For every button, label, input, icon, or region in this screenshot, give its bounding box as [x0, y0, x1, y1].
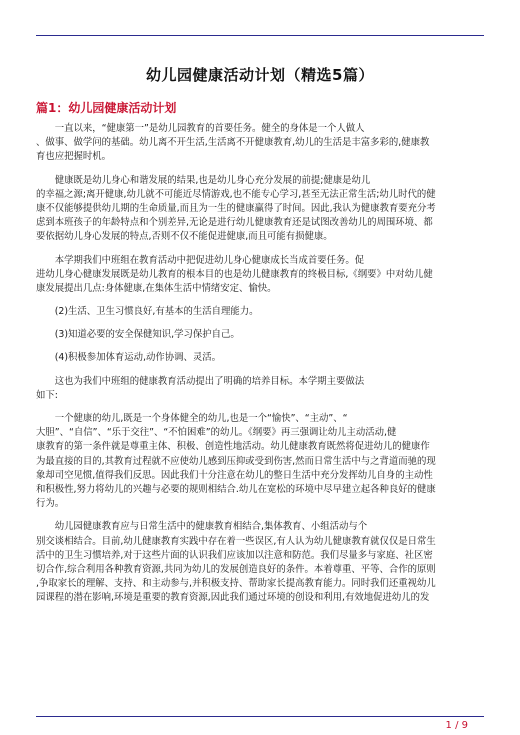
paragraph-line: 和积极性,努力将幼儿的兴趣与必要的规则相结合.幼儿在宽松的环境中尽早建立起各种良好的健康 [36, 483, 436, 495]
paragraph-line: 幼儿园健康教育应与日常生活中的健康教育相结合,集体教育、小组活动与个 [36, 521, 368, 533]
paragraph [36, 174, 485, 245]
paragraph-line: 、做事、做学问的基础。幼儿离不开生活,生活离不开健康教育,幼儿的生活是丰富多彩的,健康教 [36, 137, 430, 149]
paragraph-line: 园课程的潜在影响,环境是重要的教育资源,因此我们通过环境的创设和利用,有效地促进幼儿的发 [36, 592, 430, 604]
paragraph-gap [36, 342, 485, 351]
paragraph-line: 要依据幼儿身心发展的特点,否则不仅不能促进健康,而且可能有损健康。 [36, 231, 333, 243]
paragraph [36, 520, 485, 605]
footer-rule [36, 716, 484, 717]
paragraph-line: 康教育的第一条件就是尊重主体、积极、创造性地活动。幼儿健康教育既然将促进幼儿的健康作 [36, 441, 430, 453]
paragraph-line: (2)生活、卫生习惯良好,有基本的生活自理能力。 [36, 306, 259, 318]
paragraph-line: 象却司空见惯,值得我们反思。因此我们十分注意在幼儿的整日生活中充分发挥幼儿自身的主动性 [36, 469, 433, 481]
paragraph-line: 一个健康的幼儿,既是一个身体健全的幼儿,也是一个“愉快”、“主动”、“ [36, 413, 348, 424]
paragraph-line: (3)知道必要的安全保健知识,学习保护自己。 [36, 329, 240, 341]
paragraph-gap [36, 366, 485, 375]
paragraph-line: 本学期我们中班组在教育活动中把促进幼儿身心健康成长当成首要任务。促 [36, 254, 365, 266]
paragraph-line: 育也应把握时机。 [36, 151, 112, 163]
document-title: 幼儿园健康活动计划（精选5篇） [146, 66, 374, 84]
paragraph [36, 254, 485, 297]
paragraph-line: 别交谈相结合。目前,幼儿健康教育实践中存在着一些误区,有人认为幼儿健康教育就仅仅是日常生 [36, 535, 436, 547]
paragraph-gap [36, 165, 485, 174]
paragraph [36, 412, 485, 511]
paragraph-line: ,争取家长的理解、支持、和主动参与,并积极支持、帮助家长提高教育能力。同时我们还重视幼儿 [36, 578, 436, 590]
paragraph-line: 健康既是幼儿身心和谐发展的结果,也是幼儿身心充分发展的前提;健康是幼儿 [36, 174, 371, 186]
paragraph-line: 大胆”、“自信”、“乐于交往”、“不怕困难”的幼儿。《纲要》再三强调让幼儿主动活动,健 [36, 427, 397, 439]
paragraph [36, 375, 485, 403]
document-body [36, 122, 485, 605]
page-number: 1 / 9 [445, 720, 468, 731]
paragraph-line: 康不仅能够提供幼儿期的生命质量,而且为一生的健康赢得了时间。因此,我认为健康教育要充分考 [36, 202, 436, 214]
paragraph-line: 进幼儿身心健康发展既是幼儿教育的根本目的也是幼儿健康教育的终极目标,《纲要》中对幼儿健 [36, 268, 433, 280]
paragraph-gap [36, 319, 485, 328]
paragraph-gap [36, 245, 485, 254]
paragraph-line: 为最直接的目的,其教育过程就不应使幼儿感到压抑或受到伤害,然而日常生活中与之背道而驰的现 [36, 455, 436, 467]
paragraph-line: 一直以来，“健康第一”是幼儿园教育的首要任务。健全的身体是一个人做人 [36, 123, 365, 134]
paragraph-line: (4)积极参加体育运动,动作协调、灵活。 [36, 352, 222, 364]
paragraph-gap [36, 296, 485, 305]
paragraph-gap [36, 511, 485, 520]
paragraph-line: 这也为我们中班组的健康教育活动提出了明确的培养目标。本学期主要做法 [36, 375, 365, 387]
paragraph [36, 328, 485, 342]
paragraph-line: 切合作,综合利用各种教育资源,共同为幼儿的发展创造良好的条件。本着尊重、平等、合作的原则 [36, 563, 436, 575]
paragraph [36, 305, 485, 319]
paragraph [36, 351, 485, 365]
header-rule [36, 35, 484, 36]
paragraph-line: 行为。 [36, 498, 65, 510]
paragraph-gap [36, 403, 485, 412]
paragraph-line: 康发展提出几点:身体健康,在集体生活中情绪安定、愉快。 [36, 282, 277, 294]
paragraph [36, 122, 485, 165]
paragraph-line: 虑到本班孩子的年龄特点和个别差异,无论是进行幼儿健康教育还是试图改善幼儿的周围环境、都 [36, 217, 433, 229]
paragraph-line: 的幸福之源;离开健康,幼儿就不可能近尽情游戏,也不能专心学习,甚至无法正常生活;幼儿时代的健 [36, 188, 436, 200]
paragraph-line: 如下: [36, 389, 58, 401]
paragraph-line: 活中的卫生习惯培养,对于这些片面的认识我们应该加以注意和防范。我们尽量多与家庭、社区密 [36, 549, 433, 561]
section-heading: 篇1：幼儿园健康活动计划 [36, 101, 177, 115]
